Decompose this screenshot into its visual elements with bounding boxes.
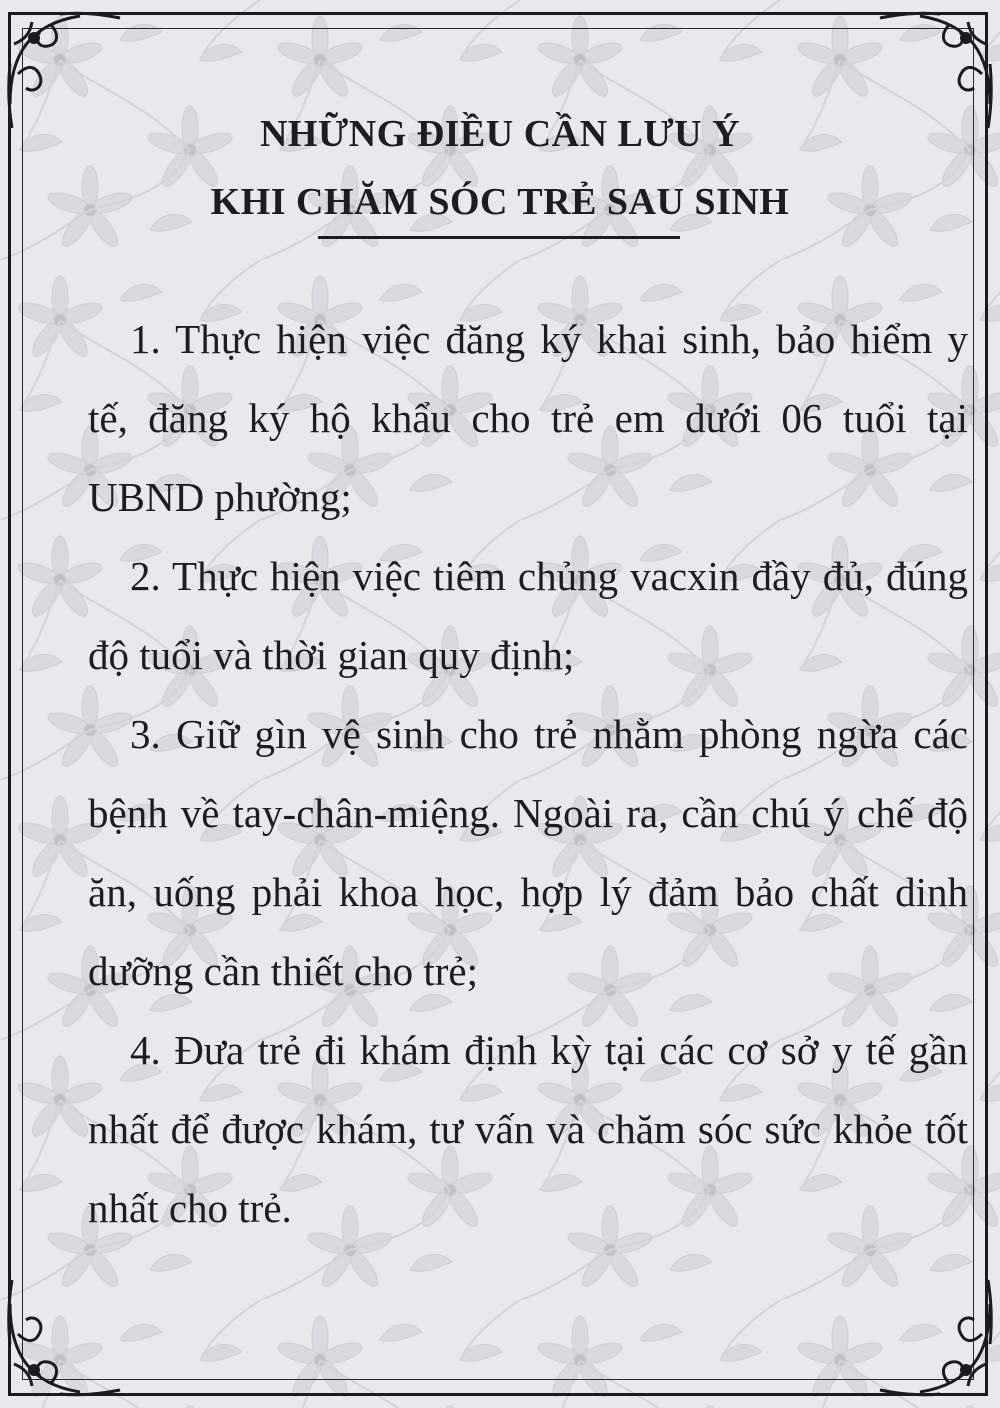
title-line-1: NHỮNG ĐIỀU CẦN LƯU Ý (259, 113, 741, 155)
corner-ornament-bottom-left (0, 1274, 130, 1404)
corner-ornament-bottom-right (870, 1274, 1000, 1404)
list-item-4: 4. Đưa trẻ đi khám định kỳ tại các cơ sở y tế gần nhất để được khám, tư vấn và chăm sóc sức khỏe tốt nhất cho trẻ. (88, 1027, 968, 1231)
title-underline (318, 236, 680, 239)
title-line-2: KHI CHĂM SÓC TRẺ SAU SINH (210, 181, 790, 223)
list-item-1: 1. Thực hiện việc đăng ký khai sinh, bảo hiểm y tế, đăng ký hộ khẩu cho trẻ em dưới 06 tuổi tại UBND phường; (88, 316, 968, 520)
notice-body (88, 300, 968, 1248)
list-item-3: 3. Giữ gìn vệ sinh cho trẻ nhằm phòng ngừa các bệnh về tay-chân-miệng. Ngoài ra, cần chú ý chế độ ăn, uống phải khoa học, hợp lý đảm bảo chất dinh dưỡng cần thiết cho trẻ; (88, 711, 968, 994)
list-item-2: 2. Thực hiện việc tiêm chủng vacxin đầy đủ, đúng độ tuổi và thời gian quy định; (88, 553, 968, 678)
